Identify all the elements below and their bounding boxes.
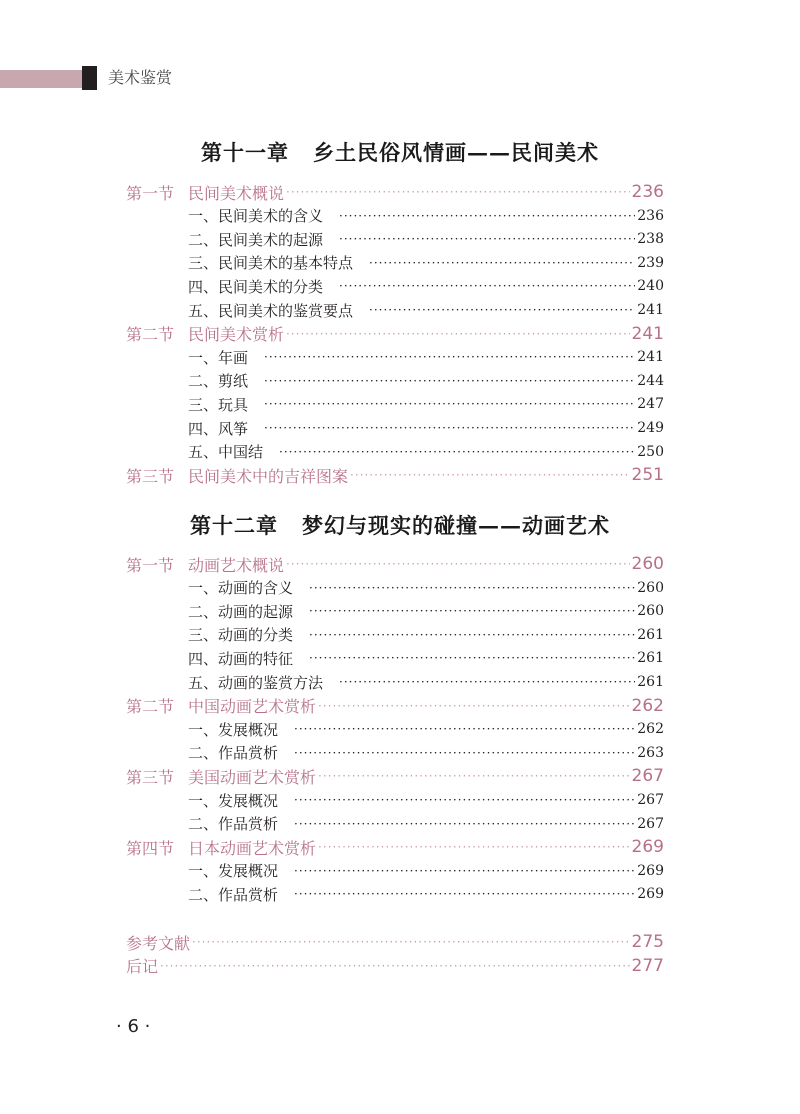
toc-item-row[interactable] bbox=[188, 227, 664, 251]
toc-page-number: 239 bbox=[637, 254, 664, 271]
section-number: 第二节 bbox=[126, 697, 175, 717]
toc-entry-label: 一、民间美术的含义 bbox=[188, 207, 324, 226]
section-number: 第二节 bbox=[126, 325, 175, 345]
dot-leader bbox=[294, 864, 635, 878]
toc-entry-label: 一、动画的含义 bbox=[188, 579, 294, 598]
toc-entry-label: 日本动画艺术赏析 bbox=[188, 838, 317, 858]
toc-entry-label: 五、动画的鉴赏方法 bbox=[188, 673, 324, 692]
toc-page-number: 240 bbox=[637, 278, 664, 295]
toc-entry-label: 三、动画的分类 bbox=[188, 626, 294, 645]
dot-leader bbox=[369, 303, 635, 317]
section-number: 第一节 bbox=[126, 183, 175, 203]
dot-leader bbox=[318, 769, 630, 783]
toc-page-number: 261 bbox=[637, 674, 664, 690]
toc-entry-label: 美国动画艺术赏析 bbox=[188, 767, 317, 787]
toc-page-number: 241 bbox=[637, 302, 664, 318]
toc-entry-label: 一、年画 bbox=[188, 348, 249, 367]
toc-page-number: 247 bbox=[637, 396, 664, 413]
toc-page-number: 236 bbox=[631, 182, 664, 202]
toc-page-number: 260 bbox=[637, 579, 664, 596]
dot-leader bbox=[264, 421, 635, 435]
dot-leader bbox=[339, 675, 635, 689]
toc-entry-label: 二、作品赏析 bbox=[188, 815, 279, 834]
toc-entry-label: 一、发展概况 bbox=[188, 862, 279, 881]
toc-entry-label: 民间美术中的吉祥图案 bbox=[188, 466, 349, 486]
toc-page-number: 275 bbox=[631, 932, 664, 952]
dot-leader bbox=[339, 279, 635, 293]
toc-item-row[interactable] bbox=[188, 859, 664, 883]
toc-page-number: 238 bbox=[637, 231, 664, 248]
toc-entry-label: 二、剪纸 bbox=[188, 372, 249, 391]
dot-leader bbox=[286, 327, 630, 341]
toc-entry-label: 五、中国结 bbox=[188, 443, 264, 462]
dot-leader bbox=[286, 557, 630, 571]
section-number: 第三节 bbox=[126, 466, 175, 486]
toc-item-row[interactable] bbox=[188, 717, 664, 741]
dot-leader bbox=[309, 604, 635, 618]
dot-leader bbox=[339, 232, 635, 246]
dot-leader bbox=[279, 445, 635, 459]
toc-entry-label: 民间美术概说 bbox=[188, 183, 285, 203]
toc-entry-label: 动画艺术概说 bbox=[188, 555, 285, 575]
dot-leader bbox=[294, 722, 635, 736]
toc-entry-label: 四、民间美术的分类 bbox=[188, 277, 324, 296]
toc-item-row[interactable] bbox=[188, 392, 664, 416]
toc-back-matter-row[interactable] bbox=[126, 930, 664, 954]
toc-page-number: 261 bbox=[637, 626, 664, 643]
toc-item-row[interactable] bbox=[188, 788, 664, 812]
toc-entry-label: 中国动画艺术赏析 bbox=[188, 697, 317, 717]
toc-item-row[interactable] bbox=[188, 882, 664, 906]
toc-item-row[interactable] bbox=[188, 345, 664, 369]
toc-section-row[interactable] bbox=[126, 764, 664, 788]
toc-page-number: 241 bbox=[631, 323, 664, 344]
dot-leader bbox=[286, 185, 630, 199]
toc-entry-label: 二、作品赏析 bbox=[188, 744, 279, 763]
toc-entry-label: 民间美术赏析 bbox=[188, 325, 285, 345]
chapter-title: 梦幻与现实的碰撞——动画艺术 bbox=[302, 513, 610, 538]
toc-entry-label: 后记 bbox=[126, 957, 159, 977]
toc-entry-label: 四、动画的特征 bbox=[188, 649, 294, 668]
section-number: 第一节 bbox=[126, 555, 175, 575]
toc-back-matter-row[interactable] bbox=[126, 954, 664, 978]
toc-page-number: 261 bbox=[637, 650, 664, 667]
toc-entry-label: 二、作品赏析 bbox=[188, 885, 279, 904]
toc-page-number: 267 bbox=[637, 815, 664, 832]
toc-page-number: 251 bbox=[631, 465, 664, 486]
toc-page-number: 241 bbox=[637, 349, 664, 366]
toc-page-number: 269 bbox=[631, 837, 664, 858]
dot-leader bbox=[350, 468, 630, 482]
toc-page-number: 260 bbox=[637, 603, 664, 620]
toc-item-row[interactable] bbox=[188, 576, 664, 600]
toc-page-number: 277 bbox=[631, 955, 664, 976]
toc-entry-label: 四、风筝 bbox=[188, 419, 249, 438]
toc-entry-label: 一、发展概况 bbox=[188, 720, 279, 739]
toc-page-number: 236 bbox=[637, 207, 664, 224]
dot-leader bbox=[294, 887, 635, 901]
dot-leader bbox=[309, 581, 635, 595]
chapter-title: 乡土民俗风情画——民间美术 bbox=[313, 140, 599, 165]
header-band bbox=[0, 70, 82, 88]
dot-leader bbox=[309, 651, 635, 665]
section-number: 第三节 bbox=[126, 767, 175, 787]
toc-section-row[interactable] bbox=[126, 180, 664, 204]
toc-item-row[interactable] bbox=[188, 646, 664, 670]
toc-page-number: 244 bbox=[637, 372, 664, 389]
toc-page-number: 262 bbox=[631, 695, 664, 716]
dot-leader bbox=[192, 935, 630, 949]
running-header-title: 美术鉴赏 bbox=[108, 68, 173, 87]
toc-page-number: 269 bbox=[637, 886, 664, 903]
dot-leader bbox=[294, 746, 635, 760]
toc-item-row[interactable] bbox=[188, 274, 664, 298]
toc-entry-label: 二、民间美术的起源 bbox=[188, 230, 324, 249]
dot-leader bbox=[369, 256, 635, 270]
chapter-number: 第十一章 bbox=[201, 140, 289, 165]
toc-section-row[interactable] bbox=[126, 463, 664, 487]
toc-item-row[interactable] bbox=[188, 440, 664, 464]
page-number: · 6 · bbox=[116, 1016, 151, 1037]
dot-leader bbox=[264, 374, 635, 388]
toc-section-row[interactable] bbox=[126, 835, 664, 859]
toc-section-row[interactable] bbox=[126, 552, 664, 576]
toc-page-number: 249 bbox=[637, 420, 664, 436]
toc-item-row[interactable] bbox=[188, 369, 664, 393]
header-block bbox=[82, 66, 97, 90]
toc-item-row[interactable] bbox=[188, 670, 664, 694]
toc-item-row[interactable] bbox=[188, 298, 664, 322]
toc-page-number: 250 bbox=[637, 443, 664, 460]
dot-leader bbox=[264, 397, 635, 411]
toc-page-number: 262 bbox=[637, 721, 664, 738]
dot-leader bbox=[294, 817, 635, 831]
toc-item-row[interactable] bbox=[188, 599, 664, 623]
toc-section-row[interactable] bbox=[126, 694, 664, 718]
toc-item-row[interactable] bbox=[188, 812, 664, 836]
toc-entry-label: 五、民间美术的鉴赏要点 bbox=[188, 301, 354, 320]
toc-section-row[interactable] bbox=[126, 322, 664, 346]
toc-item-row[interactable] bbox=[188, 251, 664, 275]
toc-page-number: 260 bbox=[631, 554, 664, 574]
toc-entry-label: 一、发展概况 bbox=[188, 791, 279, 810]
toc-item-row[interactable] bbox=[188, 623, 664, 647]
dot-leader bbox=[294, 793, 635, 807]
toc-page-number: 267 bbox=[631, 766, 664, 787]
dot-leader bbox=[318, 699, 630, 713]
toc-entry-label: 参考文献 bbox=[126, 933, 191, 953]
dot-leader bbox=[264, 350, 635, 364]
toc-entry-label: 三、民间美术的基本特点 bbox=[188, 254, 354, 273]
toc-item-row[interactable] bbox=[188, 204, 664, 228]
dot-leader bbox=[309, 628, 635, 642]
dot-leader bbox=[318, 840, 630, 854]
dot-leader bbox=[339, 209, 635, 223]
toc-entry-label: 三、玩具 bbox=[188, 395, 249, 414]
toc-page-number: 267 bbox=[637, 792, 664, 808]
section-number: 第四节 bbox=[126, 838, 175, 858]
toc-page-number: 269 bbox=[637, 862, 664, 879]
chapter-heading bbox=[0, 137, 800, 167]
chapter-number: 第十二章 bbox=[190, 513, 278, 538]
chapter-heading bbox=[0, 510, 800, 540]
toc-item-row[interactable] bbox=[188, 741, 664, 765]
toc-page-number: 263 bbox=[637, 744, 664, 761]
toc-entry-label: 二、动画的起源 bbox=[188, 602, 294, 621]
dot-leader bbox=[160, 959, 630, 973]
toc-item-row[interactable] bbox=[188, 416, 664, 440]
